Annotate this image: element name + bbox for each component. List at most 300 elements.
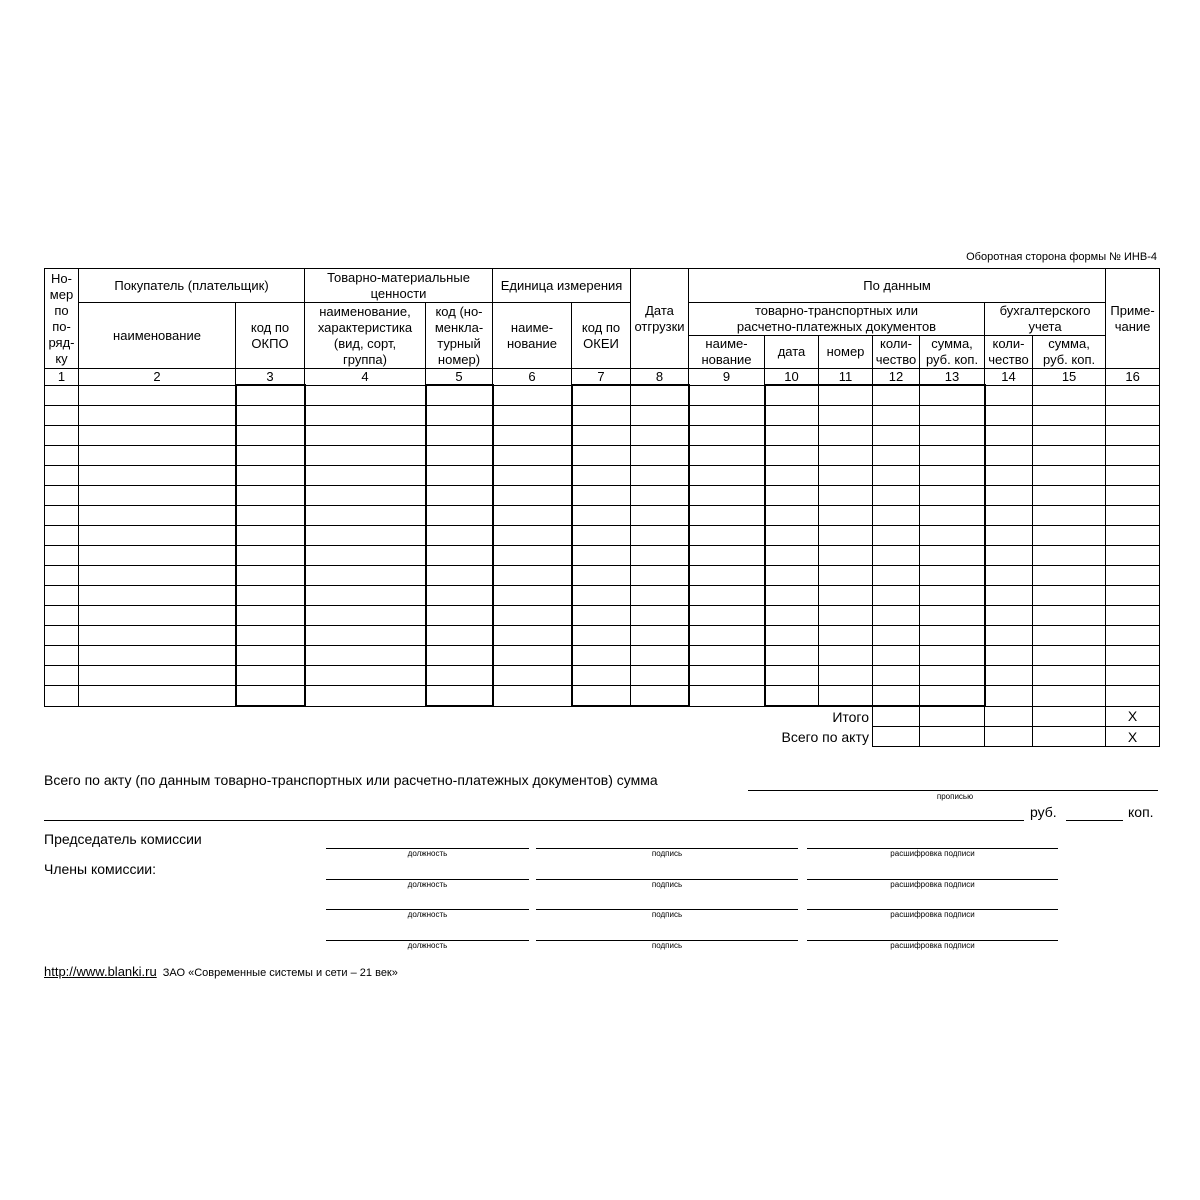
table-cell[interactable] [689, 546, 765, 566]
table-cell[interactable] [1033, 526, 1106, 546]
table-cell[interactable] [1033, 606, 1106, 626]
table-cell[interactable] [236, 566, 305, 586]
table-cell[interactable] [689, 486, 765, 506]
table-cell[interactable] [426, 506, 493, 526]
table-cell[interactable] [920, 506, 985, 526]
table-cell[interactable] [765, 466, 819, 486]
table-row [45, 546, 1160, 566]
table-cell[interactable] [236, 486, 305, 506]
position-caption: должность [407, 849, 448, 858]
table-cell[interactable] [985, 586, 1033, 606]
header-docs-number: номер [819, 336, 873, 369]
table-cell[interactable] [572, 686, 631, 707]
table-cell[interactable] [1106, 426, 1160, 446]
vsego-label: Всего по акту [781, 728, 870, 745]
table-cell[interactable] [572, 426, 631, 446]
table-cell[interactable] [236, 466, 305, 486]
table-cell[interactable] [426, 606, 493, 626]
table-cell[interactable] [305, 406, 426, 426]
table-cell[interactable] [631, 466, 689, 486]
table-cell[interactable] [426, 626, 493, 646]
header-docs-date: дата [765, 336, 819, 369]
table-cell[interactable] [819, 626, 873, 646]
table-cell[interactable] [819, 466, 873, 486]
itogo-acc-sum[interactable] [1033, 706, 1106, 727]
sum-in-words-line[interactable] [748, 790, 1158, 791]
table-cell[interactable] [920, 466, 985, 486]
table-cell[interactable] [873, 686, 920, 707]
table-cell[interactable] [631, 566, 689, 586]
table-cell[interactable] [45, 546, 79, 566]
table-cell[interactable] [765, 546, 819, 566]
table-cell[interactable] [765, 486, 819, 506]
itogo-acc-qty[interactable] [985, 706, 1033, 727]
table-cell[interactable] [873, 586, 920, 606]
table-cell[interactable] [45, 385, 79, 406]
table-cell[interactable] [1106, 506, 1160, 526]
table-cell[interactable] [236, 406, 305, 426]
table-cell[interactable] [985, 385, 1033, 406]
table-cell[interactable] [426, 566, 493, 586]
table-cell[interactable] [920, 426, 985, 446]
table-cell[interactable] [236, 686, 305, 707]
signature-caption: подпись [651, 849, 683, 858]
table-cell[interactable] [819, 606, 873, 626]
table-cell[interactable] [426, 666, 493, 686]
table-cell[interactable] [689, 626, 765, 646]
table-cell[interactable] [689, 385, 765, 406]
signature-caption: подпись [651, 880, 683, 889]
table-cell[interactable] [920, 406, 985, 426]
table-cell[interactable] [631, 486, 689, 506]
table-cell[interactable] [1106, 686, 1160, 707]
table-cell[interactable] [305, 626, 426, 646]
table-cell[interactable] [1106, 385, 1160, 406]
table-cell[interactable] [305, 646, 426, 666]
table-cell[interactable] [426, 546, 493, 566]
table-cell[interactable] [45, 586, 79, 606]
table-cell[interactable] [819, 506, 873, 526]
table-cell[interactable] [1106, 526, 1160, 546]
table-cell[interactable] [45, 426, 79, 446]
table-cell[interactable] [873, 406, 920, 426]
footer-link[interactable]: http://www.blanki.ru [44, 964, 157, 979]
table-cell[interactable] [631, 606, 689, 626]
table-cell[interactable] [920, 626, 985, 646]
table-cell[interactable] [572, 526, 631, 546]
table-cell[interactable] [79, 506, 236, 526]
table-cell[interactable] [45, 466, 79, 486]
table-cell[interactable] [985, 666, 1033, 686]
table-cell[interactable] [819, 666, 873, 686]
table-cell[interactable] [819, 406, 873, 426]
table-cell[interactable] [79, 526, 236, 546]
table-cell[interactable] [689, 526, 765, 546]
table-cell[interactable] [45, 626, 79, 646]
table-cell[interactable] [426, 426, 493, 446]
members-label: Члены комиссии: [44, 861, 157, 877]
table-cell[interactable] [920, 586, 985, 606]
table-cell[interactable] [426, 686, 493, 707]
table-cell[interactable] [493, 606, 572, 626]
table-cell[interactable] [426, 486, 493, 506]
table-cell[interactable] [79, 466, 236, 486]
sum-continuation-line[interactable] [44, 820, 1024, 821]
table-cell[interactable] [493, 426, 572, 446]
table-cell[interactable] [765, 446, 819, 466]
table-cell[interactable] [236, 646, 305, 666]
table-cell[interactable] [631, 546, 689, 566]
table-cell[interactable] [819, 586, 873, 606]
table-cell[interactable] [1033, 626, 1106, 646]
table-cell[interactable] [1106, 646, 1160, 666]
table-cell[interactable] [79, 586, 236, 606]
table-cell[interactable] [873, 466, 920, 486]
header-by-data: По данным [689, 269, 1106, 303]
table-cell[interactable] [426, 466, 493, 486]
table-cell[interactable] [985, 606, 1033, 626]
table-cell[interactable] [572, 486, 631, 506]
table-cell[interactable] [985, 646, 1033, 666]
table-cell[interactable] [873, 606, 920, 626]
table-row [45, 606, 1160, 626]
table-cell[interactable] [765, 506, 819, 526]
table-cell[interactable] [985, 506, 1033, 526]
col-number: 14 [985, 369, 1033, 386]
table-cell[interactable] [689, 606, 765, 626]
table-cell[interactable] [873, 426, 920, 446]
table-cell[interactable] [572, 666, 631, 686]
table-cell[interactable] [920, 566, 985, 586]
table-cell[interactable] [765, 566, 819, 586]
table-cell[interactable] [1033, 646, 1106, 666]
table-cell[interactable] [1033, 566, 1106, 586]
table-cell[interactable] [765, 626, 819, 646]
table-cell[interactable] [631, 686, 689, 707]
table-cell[interactable] [45, 606, 79, 626]
table-row [45, 686, 1160, 707]
table-cell[interactable] [493, 646, 572, 666]
table-cell[interactable] [985, 446, 1033, 466]
table-cell[interactable] [426, 646, 493, 666]
table-cell[interactable] [305, 526, 426, 546]
table-cell[interactable] [236, 586, 305, 606]
table-cell[interactable] [1106, 586, 1160, 606]
table-cell[interactable] [985, 686, 1033, 707]
table-cell[interactable] [236, 446, 305, 466]
table-cell[interactable] [920, 446, 985, 466]
table-cell[interactable] [493, 566, 572, 586]
footer [44, 964, 398, 979]
table-cell[interactable] [873, 486, 920, 506]
table-cell[interactable] [920, 686, 985, 707]
table-cell[interactable] [236, 606, 305, 626]
table-cell[interactable] [765, 426, 819, 446]
table-cell[interactable] [819, 646, 873, 666]
table-cell[interactable] [79, 546, 236, 566]
table-cell[interactable] [765, 586, 819, 606]
header-acc-qty: коли- чество [985, 336, 1033, 369]
table-cell[interactable] [920, 385, 985, 406]
table-cell[interactable] [45, 646, 79, 666]
table-cell[interactable] [305, 686, 426, 707]
table-cell[interactable] [45, 486, 79, 506]
table-cell[interactable] [493, 586, 572, 606]
table-cell[interactable] [873, 666, 920, 686]
header-docs-name: наиме- нование [689, 336, 765, 369]
table-cell[interactable] [305, 586, 426, 606]
table-row [45, 385, 1160, 406]
table-cell[interactable] [572, 466, 631, 486]
table-cell[interactable] [426, 446, 493, 466]
table-cell[interactable] [572, 586, 631, 606]
table-cell[interactable] [426, 406, 493, 426]
table-cell[interactable] [572, 506, 631, 526]
table-cell[interactable] [1106, 626, 1160, 646]
table-cell[interactable] [572, 446, 631, 466]
table-cell[interactable] [1033, 446, 1106, 466]
vsego-acc-qty[interactable] [985, 727, 1033, 747]
table-cell[interactable] [1106, 406, 1160, 426]
table-cell[interactable] [305, 566, 426, 586]
table-cell[interactable] [305, 446, 426, 466]
table-cell[interactable] [1033, 546, 1106, 566]
table-cell[interactable] [305, 666, 426, 686]
header-goods-code: код (но- менкла- турный номер) [426, 303, 493, 369]
table-cell[interactable] [689, 426, 765, 446]
col-number: 3 [236, 369, 305, 386]
table-cell[interactable] [920, 666, 985, 686]
table-cell[interactable] [873, 546, 920, 566]
table-cell[interactable] [819, 526, 873, 546]
table-cell[interactable] [631, 646, 689, 666]
table-cell[interactable] [631, 626, 689, 646]
vsego-docs-sum[interactable] [920, 727, 985, 747]
table-cell[interactable] [79, 626, 236, 646]
header-acc-sum: сумма, руб. коп. [1033, 336, 1106, 369]
table-cell[interactable] [305, 546, 426, 566]
table-cell[interactable] [920, 606, 985, 626]
table-cell[interactable] [426, 385, 493, 406]
table-cell[interactable] [45, 446, 79, 466]
table-cell[interactable] [426, 586, 493, 606]
table-cell[interactable] [305, 426, 426, 446]
table-cell[interactable] [1106, 606, 1160, 626]
table-cell[interactable] [493, 446, 572, 466]
table-cell[interactable] [1033, 385, 1106, 406]
table-cell[interactable] [985, 566, 1033, 586]
table-cell[interactable] [985, 526, 1033, 546]
table-row [45, 486, 1160, 506]
table-cell[interactable] [985, 486, 1033, 506]
table-cell[interactable] [236, 385, 305, 406]
table-cell[interactable] [236, 506, 305, 526]
table-cell[interactable] [45, 506, 79, 526]
itogo-label: Итого [832, 708, 870, 725]
table-cell[interactable] [305, 486, 426, 506]
table-cell[interactable] [689, 686, 765, 707]
table-cell[interactable] [45, 526, 79, 546]
table-cell[interactable] [873, 646, 920, 666]
table-cell[interactable] [765, 406, 819, 426]
table-cell[interactable] [689, 666, 765, 686]
table-cell[interactable] [873, 526, 920, 546]
table-cell[interactable] [79, 406, 236, 426]
table-cell[interactable] [765, 666, 819, 686]
table-cell[interactable] [873, 506, 920, 526]
header-buyer-name: наименование [79, 303, 236, 369]
table-cell[interactable] [305, 466, 426, 486]
table-cell[interactable] [45, 406, 79, 426]
table-cell[interactable] [1033, 506, 1106, 526]
table-cell[interactable] [493, 626, 572, 646]
table-cell[interactable] [1106, 486, 1160, 506]
propisyu-caption: прописью [936, 792, 974, 801]
table-cell[interactable] [689, 446, 765, 466]
table-cell[interactable] [236, 666, 305, 686]
table-cell[interactable] [873, 385, 920, 406]
table-cell[interactable] [631, 586, 689, 606]
table-cell[interactable] [765, 686, 819, 707]
table-cell[interactable] [493, 406, 572, 426]
table-cell[interactable] [1033, 686, 1106, 707]
table-cell[interactable] [1033, 406, 1106, 426]
table-cell[interactable] [873, 566, 920, 586]
table-cell[interactable] [873, 626, 920, 646]
table-cell[interactable] [493, 666, 572, 686]
table-cell[interactable] [79, 486, 236, 506]
table-cell[interactable] [493, 686, 572, 707]
table-cell[interactable] [1033, 426, 1106, 446]
table-cell[interactable] [79, 686, 236, 707]
decoding-caption: расшифровка подписи [890, 849, 975, 858]
table-cell[interactable] [493, 385, 572, 406]
table-cell[interactable] [631, 385, 689, 406]
table-cell[interactable] [45, 686, 79, 707]
table-cell[interactable] [819, 426, 873, 446]
table-cell[interactable] [985, 406, 1033, 426]
table-cell[interactable] [1106, 546, 1160, 566]
table-cell[interactable] [920, 546, 985, 566]
table-cell[interactable] [493, 466, 572, 486]
table-cell[interactable] [1106, 446, 1160, 466]
table-cell[interactable] [689, 566, 765, 586]
table-cell[interactable] [631, 406, 689, 426]
table-cell[interactable] [79, 666, 236, 686]
table-cell[interactable] [819, 446, 873, 466]
table-cell[interactable] [1033, 466, 1106, 486]
table-cell[interactable] [572, 606, 631, 626]
table-cell[interactable] [45, 666, 79, 686]
table-cell[interactable] [1106, 466, 1160, 486]
table-cell[interactable] [765, 526, 819, 546]
table-cell[interactable] [493, 506, 572, 526]
table-cell[interactable] [572, 626, 631, 646]
table-cell[interactable] [819, 486, 873, 506]
table-cell[interactable] [1033, 486, 1106, 506]
table-cell[interactable] [920, 646, 985, 666]
table-cell[interactable] [985, 426, 1033, 446]
table-cell[interactable] [765, 606, 819, 626]
table-cell[interactable] [305, 385, 426, 406]
totals-row [45, 706, 1160, 727]
table-cell[interactable] [631, 526, 689, 546]
table-cell[interactable] [819, 546, 873, 566]
table-cell[interactable] [689, 466, 765, 486]
table-cell[interactable] [305, 506, 426, 526]
table-cell[interactable] [493, 546, 572, 566]
itogo-docs-qty[interactable] [873, 706, 920, 727]
table-cell[interactable] [765, 385, 819, 406]
table-cell[interactable] [819, 566, 873, 586]
table-cell[interactable] [920, 526, 985, 546]
table-cell[interactable] [236, 546, 305, 566]
table-cell[interactable] [631, 446, 689, 466]
table-cell[interactable] [1106, 566, 1160, 586]
table-cell[interactable] [305, 606, 426, 626]
table-cell[interactable] [920, 486, 985, 506]
table-cell[interactable] [426, 526, 493, 546]
table-cell[interactable] [236, 626, 305, 646]
table-cell[interactable] [79, 606, 236, 626]
form-caption: Оборотная сторона формы № ИНВ-4 [966, 251, 1157, 263]
table-cell[interactable] [572, 385, 631, 406]
header-goods-name: наименование, характеристика (вид, сорт, группа) [305, 303, 426, 369]
table-cell[interactable] [985, 626, 1033, 646]
table-cell[interactable] [79, 446, 236, 466]
col-number: 5 [426, 369, 493, 386]
header-buyer: Покупатель (плательщик) [79, 269, 305, 303]
table-cell[interactable] [572, 546, 631, 566]
table-cell[interactable] [493, 526, 572, 546]
table-cell[interactable] [45, 566, 79, 586]
table-cell[interactable] [79, 566, 236, 586]
table-cell[interactable] [689, 506, 765, 526]
table-row [45, 466, 1160, 486]
table-cell[interactable] [631, 506, 689, 526]
col-number: 9 [689, 369, 765, 386]
vsego-acc-sum[interactable] [1033, 727, 1106, 747]
table-cell[interactable] [236, 526, 305, 546]
table-cell[interactable] [819, 686, 873, 707]
table-cell[interactable] [689, 586, 765, 606]
itogo-docs-sum[interactable] [920, 706, 985, 727]
table-cell[interactable] [689, 406, 765, 426]
table-cell[interactable] [493, 486, 572, 506]
header-unit-okei: код по ОКЕИ [572, 303, 631, 369]
table-cell[interactable] [79, 646, 236, 666]
table-cell[interactable] [631, 666, 689, 686]
table-cell[interactable] [819, 385, 873, 406]
table-cell[interactable] [79, 426, 236, 446]
table-cell[interactable] [873, 446, 920, 466]
table-cell[interactable] [79, 385, 236, 406]
table-cell[interactable] [985, 466, 1033, 486]
table-cell[interactable] [572, 406, 631, 426]
table-cell[interactable] [689, 646, 765, 666]
table-cell[interactable] [572, 646, 631, 666]
table-cell[interactable] [236, 426, 305, 446]
table-cell[interactable] [1033, 586, 1106, 606]
table-cell[interactable] [572, 566, 631, 586]
table-cell[interactable] [985, 546, 1033, 566]
kop-line[interactable] [1066, 820, 1123, 821]
vsego-docs-qty[interactable] [873, 727, 920, 747]
table-cell[interactable] [1033, 666, 1106, 686]
table-cell[interactable] [765, 646, 819, 666]
table-cell[interactable] [631, 426, 689, 446]
table-cell[interactable] [1106, 666, 1160, 686]
